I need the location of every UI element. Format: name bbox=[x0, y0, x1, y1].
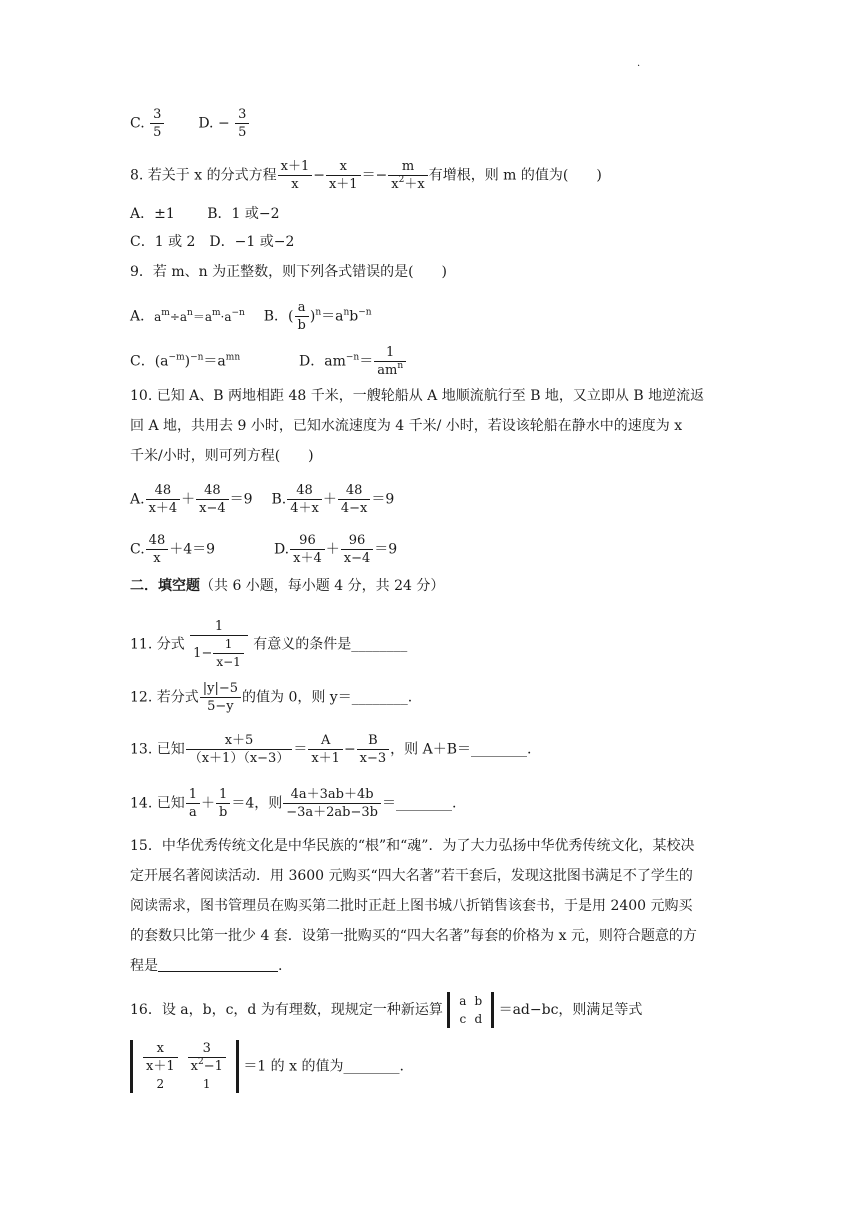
answer-blank[interactable] bbox=[158, 971, 278, 972]
q12: 12. 若分式 $\frac{|y|-5}{5-y}$ 的值为 0，则 y＝________. bbox=[130, 681, 413, 714]
q10-options-ab: A. $\frac{48}{x+4}$ ＋ $\frac{48}{x-4}$ ＝9 B. $\frac{48}{4+x}$ ＋ $\frac{48}{4-x}$ ＝9 bbox=[130, 483, 395, 516]
q7-option-c-label: C. bbox=[130, 115, 145, 132]
q13-fraction-2: $\frac{A}{x+1}$ bbox=[308, 732, 343, 767]
minus-sign: − bbox=[313, 167, 325, 184]
q15-line-4: 的套数只比第一批少 4 套．设第一批购买的“四大名著”每套的价格为 x 元，则符合题意的方 bbox=[130, 928, 697, 944]
q14-fraction-2: $\frac{1}{b}$ bbox=[216, 786, 230, 821]
q9-options-cd: C．$(a^{-m})^{-n}=a^{mn}$ D．$am^{-n}=$ $\frac{1}{am^n}$ bbox=[130, 344, 407, 379]
q8-fraction-1 bbox=[278, 158, 313, 193]
q14-fraction-3: $\frac{4a+3ab+4b}{-3a+2ab-3b}$ bbox=[283, 786, 381, 821]
q8-stem bbox=[130, 158, 602, 193]
q7-options bbox=[130, 106, 250, 141]
q10-a-fraction-1: $\frac{48}{x+4}$ bbox=[146, 482, 181, 517]
q8-fraction-3 bbox=[388, 158, 427, 193]
q8-option-row-2: C．1 或 2 D．−1 或−2 bbox=[130, 234, 295, 250]
q15-line-5: 程是 . bbox=[130, 958, 283, 974]
q8-prefix: 8. 若关于 x 的分式方程 bbox=[130, 167, 277, 184]
fraction-numerator: a bbox=[295, 299, 309, 317]
fraction-numerator: m bbox=[388, 158, 427, 176]
q12-fraction: $\frac{|y|-5}{5-y}$ bbox=[200, 680, 241, 715]
q14-fraction-1: $\frac{1}{a}$ bbox=[186, 786, 200, 821]
fraction-denominator: 5 bbox=[238, 125, 247, 140]
q8-fraction-2 bbox=[326, 158, 361, 193]
q13: 13. 已知 $\frac{x+5}{(x+1)(x-3)}$ ＝ $\frac{A}{x+1}$ − $\frac{B}{x-3}$ ，则 A＋B＝________. bbox=[130, 733, 532, 766]
q15-line-2: 定开展名著阅读活动．用 3600 元购买“四大名著”若干套后，发现这批图书满足不了学生的 bbox=[130, 868, 693, 884]
q14: 14. 已知 $\frac{1}{a}$ ＋ $\frac{1}{b}$ ＝4，则 $\frac{4a+3ab+4b}{-3a+2ab-3b}$ ＝________. bbox=[130, 787, 457, 820]
q10-b-fraction-1: $\frac{48}{4+x}$ bbox=[287, 482, 322, 517]
fraction-numerator: x bbox=[326, 158, 361, 176]
q16-determinant-definition: a b c d bbox=[447, 992, 494, 1028]
fraction-numerator: 1 bbox=[374, 344, 406, 362]
section-2-heading bbox=[130, 576, 444, 596]
q10-b-fraction-2: $\frac{48}{4-x}$ bbox=[338, 482, 371, 517]
q9-option-b-fraction bbox=[295, 299, 309, 334]
q9-option-d-fraction bbox=[374, 344, 406, 379]
q10-d-fraction-2: $\frac{96}{x-4}$ bbox=[341, 532, 374, 567]
q10-a-fraction-2: $\frac{48}{x-4}$ bbox=[196, 482, 229, 517]
q10-stem-line-3: 千米/小时，则可列方程( ) bbox=[130, 448, 314, 464]
fraction-denominator: $x^2+x$ bbox=[391, 175, 425, 192]
q7-option-d-fraction bbox=[235, 106, 249, 141]
fraction-numerator: 3 bbox=[150, 106, 164, 124]
q10-options-cd: C. $\frac{48}{x}$ ＋4＝9 D. $\frac{96}{x+4}$ ＋ $\frac{96}{x-4}$ ＝9 bbox=[130, 533, 398, 566]
q7-option-d-sign: − bbox=[217, 115, 230, 132]
q11-complex-fraction: 1 1− $\frac{1}{x-1}$ bbox=[190, 618, 248, 671]
corner-dot: . bbox=[637, 58, 641, 69]
q16-line-1: 16．设 a，b，c，d 为有理数，现规定一种新运算 a b c d ＝ad−bc，则满足等式 bbox=[130, 994, 643, 1026]
q10-stem-line-1: 10. 已知 A、B 两地相距 48 千米，一艘轮船从 A 地顺流航行至 B 地，又立即从 B 地逆流返 bbox=[130, 388, 705, 404]
section-note: （共 6 小题，每小题 4 分，共 24 分） bbox=[200, 578, 445, 594]
fraction-numerator: x＋1 bbox=[278, 158, 313, 176]
fraction-denominator: 5 bbox=[153, 125, 162, 140]
q16-determinant-equation: $\frac{x}{x+1}$ $\frac{3}{x^2-1}$ 2 1 bbox=[130, 1040, 239, 1093]
q9-stem: 9．若 m、n 为正整数，则下列各式错误的是( ) bbox=[130, 264, 448, 280]
q7-option-d-label: D. bbox=[198, 115, 214, 132]
q11: 11. 分式 1 1− $\frac{1}{x-1}$ 有意义的条件是________ bbox=[130, 619, 408, 669]
fraction-denominator: x bbox=[291, 177, 299, 192]
fraction-denominator: $am^n$ bbox=[377, 361, 404, 378]
fraction-numerator: 3 bbox=[235, 106, 249, 124]
q13-fraction-3: $\frac{B}{x-3}$ bbox=[357, 732, 390, 767]
equals-sign: ＝− bbox=[361, 167, 388, 184]
q8-suffix: 有增根，则 m 的值为( ) bbox=[428, 167, 602, 184]
q15-line-3: 阅读需求，图书管理员在购买第二批时正赶上图书城八折销售该套书，于是用 2400 元购买 bbox=[130, 898, 693, 914]
q8-option-row-1: A．±1 B．1 或−2 bbox=[130, 206, 280, 222]
fraction-denominator: b bbox=[297, 318, 306, 333]
q9-options-ab: A．$a^m\div a^n=a^m\cdot a^{-n}$ B．( $\frac{a}{b}$ )$^n=a^nb^{-n}$ bbox=[130, 300, 372, 333]
section-title: 二．填空题 bbox=[130, 578, 200, 594]
q7-option-c-fraction bbox=[150, 106, 164, 141]
q15-line-1: 15．中华优秀传统文化是中华民族的“根”和“魂”．为了大力弘扬中华优秀传统文化，某校决 bbox=[130, 838, 695, 854]
q10-stem-line-2: 回 A 地，共用去 9 小时，已知水流速度为 4 千米/ 小时，若设该轮船在静水中的速度为 x bbox=[130, 418, 683, 434]
q16-line-2: $\frac{x}{x+1}$ $\frac{3}{x^2-1}$ 2 1 ＝1 的 x 的值为________. bbox=[130, 1040, 404, 1093]
q10-d-fraction-1: $\frac{96}{x+4}$ bbox=[290, 532, 325, 567]
fraction-denominator: x＋1 bbox=[328, 177, 358, 192]
q10-c-fraction: $\frac{48}{x}$ bbox=[146, 532, 169, 567]
q13-fraction-1: $\frac{x+5}{(x+1)(x-3)}$ bbox=[186, 732, 293, 767]
